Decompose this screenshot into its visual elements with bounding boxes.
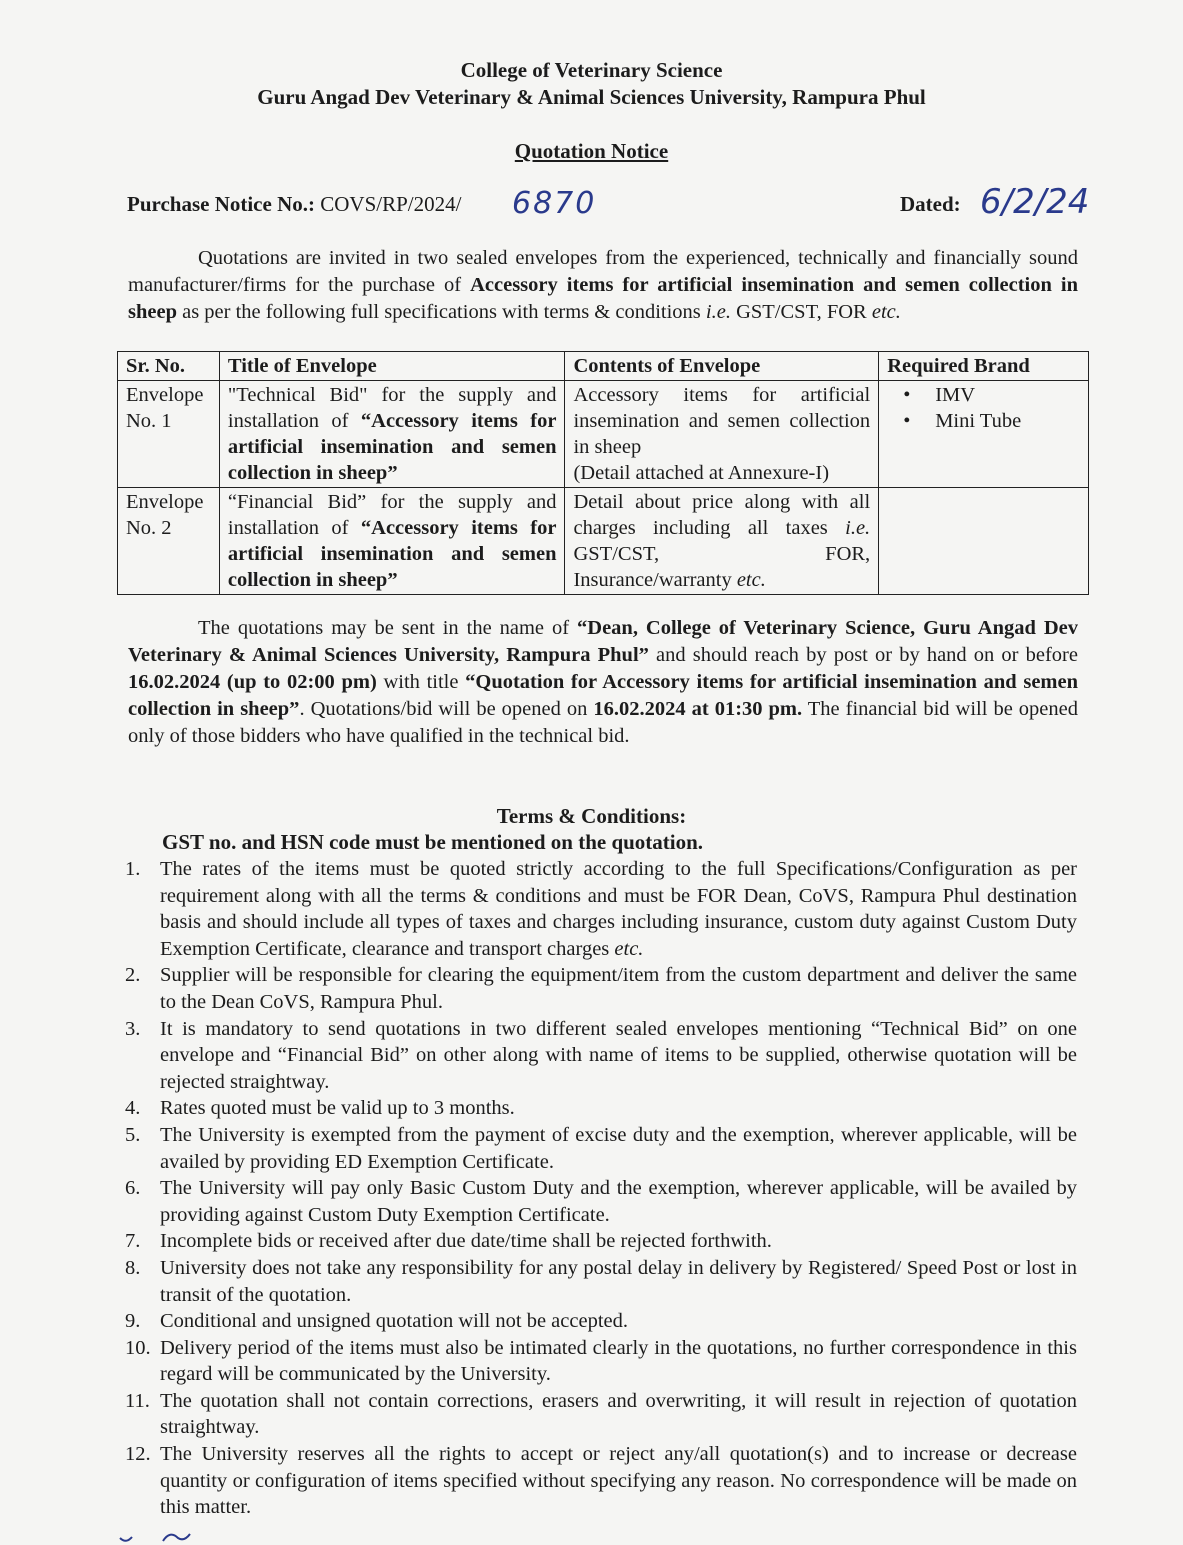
signature-mark <box>118 1528 228 1544</box>
envelope-1-contents: Accessory items for artificial insemination and semen collection in sheep (Detail attached at Annexure-I) <box>565 381 879 488</box>
envelope-table <box>117 351 1089 595</box>
handwritten-notice-number: 6870 <box>512 186 597 221</box>
envelope-2-sr: Envelope No. 2 <box>118 488 220 595</box>
list-item: 12. The University reserves all the rights to accept or reject any/all quotation(s) and to increase or decrease quantity or configuration of items specified without specifying any reason. No correspondence will be made on this matter. <box>125 1443 1077 1519</box>
list-item: 5. The University is exempted from the payment of excise duty and the exemption, wherever applicable, will be availed by providing ED Exemption Certificate. <box>125 1123 1077 1173</box>
envelope-1-brands <box>879 381 1089 488</box>
intro-paragraph: Quotations are invited in two sealed envelopes from the experienced, technically and financially sound manufacturer/firms for the purchase of Accessory items for artificial insemination and semen collection in sheep as per the following full specifications with terms & conditions i.e. GST/CST, FOR etc. <box>128 247 1078 323</box>
envelope-2-title: “Financial Bid” for the supply and installation of “Accessory items for artificial insemination and semen collection in sheep” <box>219 488 565 595</box>
purchase-notice-number: COVS/RP/2024/ <box>320 192 462 216</box>
terms-list <box>125 856 1077 1521</box>
brand-item: • Mini Tube <box>893 408 1080 434</box>
dated-label: Dated: <box>900 192 961 216</box>
gst-note: GST no. and HSN code must be mentioned on the quotation. <box>162 830 704 854</box>
header-sr-no: Sr. No. <box>118 352 220 381</box>
table-row <box>118 488 1089 595</box>
list-item: 2. Supplier will be responsible for clearing the equipment/item from the custom department and deliver the same to the Dean CoVS, Rampura Phul. <box>125 964 1077 1013</box>
envelope-1-sr: Envelope No. 1 <box>118 381 220 488</box>
header-contents: Contents of Envelope <box>565 352 879 381</box>
envelope-2-contents: Detail about price along with all charges including all taxes i.e. GST/CST, FOR, Insurance/warranty etc. <box>565 488 879 595</box>
list-item: 7. Incomplete bids or received after due date/time shall be rejected forthwith. <box>125 1230 772 1253</box>
envelope-1-title: "Technical Bid" for the supply and installation of “Accessory items for artificial insemination and semen collection in sheep” <box>219 381 565 488</box>
list-item: 8. University does not take any responsibility for any postal delay in delivery by Registered/ Speed Post or lost in transit of the quotation. <box>125 1256 1077 1306</box>
list-item: 1. The rates of the items must be quoted strictly according to the full Specifications/Configuration as per requirement along with all the terms & conditions and must be FOR Dean, CoVS, Rampura Phul destination basis and should include all types of taxes and charges including insurance, custom duty against Custom Duty Exemption Certificate, clearance and transport charges etc. <box>125 858 1077 960</box>
list-item: 11. The quotation shall not contain corrections, erasers and overwriting, it will result in rejection of quotation straightway. <box>125 1389 1077 1439</box>
purchase-notice-label: Purchase Notice No.: <box>127 192 315 216</box>
list-item: 4. Rates quoted must be valid up to 3 months. <box>125 1097 515 1120</box>
header-brand: Required Brand <box>879 352 1089 381</box>
brand-item: • IMV <box>893 382 1080 408</box>
list-item: 3. It is mandatory to send quotations in two different sealed envelopes mentioning “Technical Bid” on one envelope and “Financial Bid” on other along with name of items to be supplied, otherwise quotation will be rejected straightway. <box>125 1017 1077 1093</box>
terms-title: Terms & Conditions: <box>496 804 687 828</box>
submission-paragraph: The quotations may be sent in the name of “Dean, College of Veterinary Science, Guru Angad Dev Veterinary & Animal Sciences University, Rampura Phul” and should reach by post or by hand on or before 16.02.2024 (up to 02:00 pm) with title “Quotation for Accessory items for artificial insemination and semen collection in sheep”. Quotations/bid will be opened on 16.02.2024 at 01:30 pm. The financial bid will be opened only of those bidders who have qualified in the technical bid. <box>128 617 1078 747</box>
list-item: 9. Conditional and unsigned quotation will not be accepted. <box>125 1310 628 1333</box>
college-name: College of Veterinary Science <box>460 58 723 82</box>
envelope-2-brands <box>879 488 1089 595</box>
purchase-notice <box>127 192 461 217</box>
list-item: 10. Delivery period of the items must also be intimated clearly in the quotations, no further correspondence in this regard will be communicated by the University. <box>125 1336 1077 1386</box>
university-name: Guru Angad Dev Veterinary & Animal Sciences University, Rampura Phul <box>257 85 926 109</box>
table-header-row <box>118 352 1089 381</box>
list-item: 6. The University will pay only Basic Custom Duty and the exemption, wherever applicable, will be availed by providing against Custom Duty Exemption Certificate. <box>125 1177 1077 1226</box>
notice-title: Quotation Notice <box>514 139 669 163</box>
handwritten-date: 6/2/24 <box>980 182 1090 222</box>
header-title: Title of Envelope <box>219 352 565 381</box>
table-row <box>118 381 1089 488</box>
